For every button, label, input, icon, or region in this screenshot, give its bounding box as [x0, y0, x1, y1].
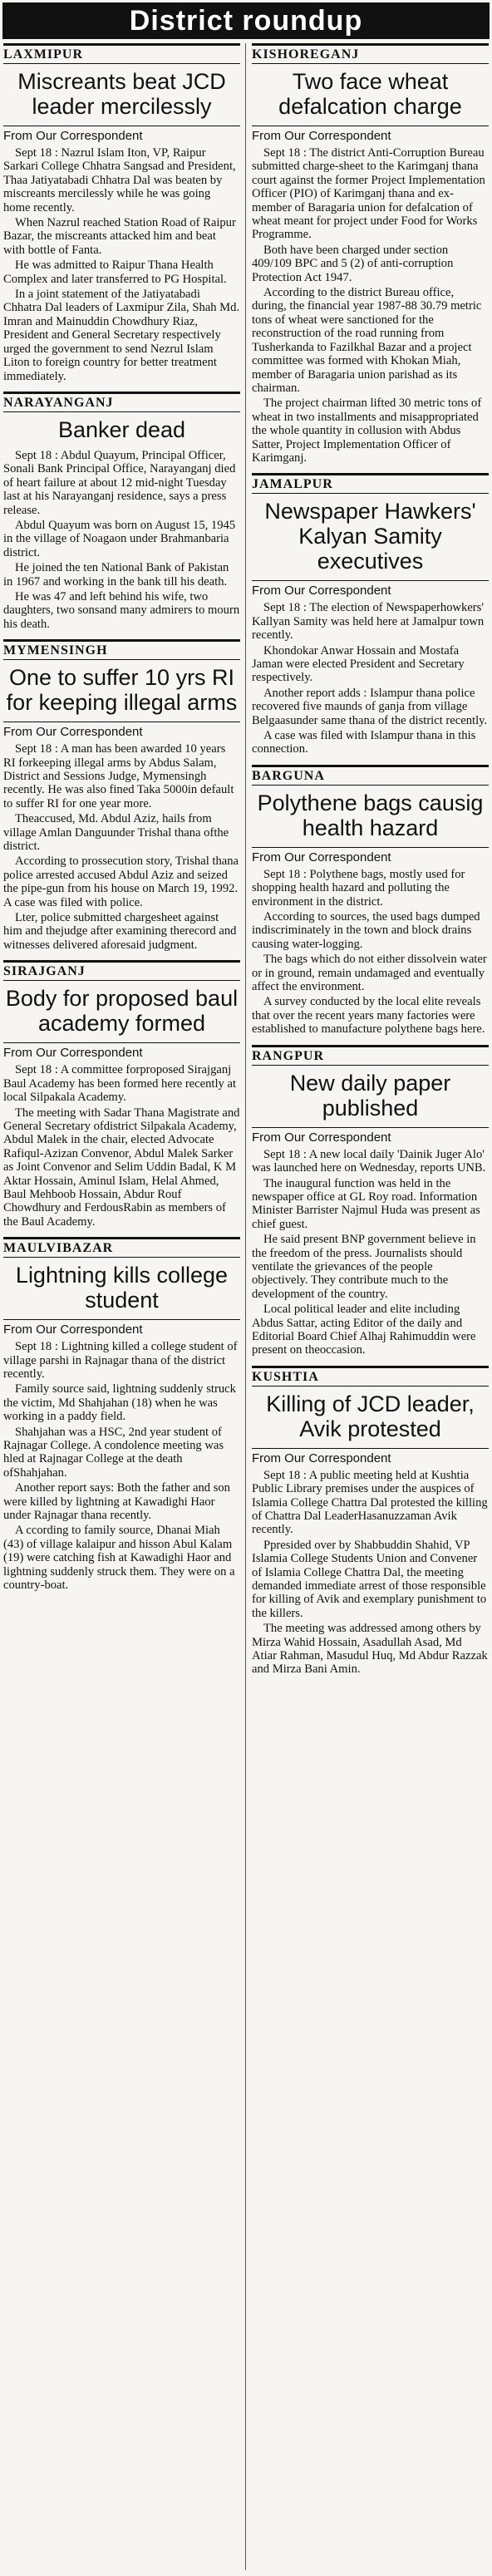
- story-location: JAMALPUR: [252, 473, 489, 494]
- left-column: [3, 43, 240, 1600]
- story-paragraph: Sept 18 : A man has been awarded 10 years RI forkeeping illegal arms by Abdus Salam, District and Sessions Judge, Mymensingh recently. He was also fined Taka 5000in default to suffer RI for one year more.: [3, 742, 234, 810]
- story-paragraph: Shahjahan was a HSC, 2nd year student of Rajnagar College. A condolence meeting was hled at Rajnagar College at the death ofShahjahan.: [3, 1425, 224, 1480]
- story-paragraph: Another report adds : Islampur thana police recovered five maunds of ganja from village Belgaasunder same thana of the district recently.: [252, 686, 488, 727]
- story-paragraph: According to prossecution story, Trishal thana police arrested accused Abdul Aziz and seized the pipe-gun from his house on March 19, 1992. A case was filed with police.: [3, 855, 239, 909]
- story-location: KUSHTIA: [252, 1366, 489, 1387]
- news-story: [252, 765, 489, 1037]
- news-story: [3, 639, 240, 952]
- story-paragraph: Abdul Quayum was born on August 15, 1945 in the village of Noagaon under Brahmanbaria district.: [3, 518, 236, 559]
- story-paragraph: Sept 18 : A new local daily 'Dainik Juger Alo' was launched here on Wednesday, reports UNB.: [252, 1147, 486, 1175]
- news-story: [252, 1045, 489, 1357]
- story-paragraph: According to sources, the used bags dumped indiscriminately in the town and block drains causing water-logging.: [252, 910, 480, 951]
- story-paragraph: He said present BNP government believe in the freedom of the press. Journalists should ventilate the grievances of the people objectively. They contribute much to the development of the country.: [252, 1233, 476, 1301]
- story-paragraph: He was 47 and left behind his wife, two daughters, two sonsand many admirers to mourn his death.: [3, 589, 240, 631]
- story-byline: From Our Correspondent: [252, 1448, 489, 1465]
- story-paragraph: The meeting with Sadar Thana Magistrate and General Secretary ofdistrict Silpakala Academy, Abdul Malek in the chair, elected Advocate Rafiqul-Azizan Convenor, Abdul Malek Sarker as Joint Convenor and Selim Uddin Badal, K M Aktar Hossain, Aminul Islam, Helal Ahmed, Baul Mehboob Hossain, Abdur Rouf Chowdhury and FerdousRabin as members of the Baul Academy.: [3, 1106, 240, 1229]
- story-location: MAULVIBAZAR: [3, 1237, 240, 1258]
- story-byline: From Our Correspondent: [252, 126, 489, 143]
- story-paragraph: Khondokar Anwar Hossain and Mostafa Jaman were elected President and Secretary respectively.: [252, 643, 465, 685]
- story-paragraph: The meeting was addressed among others by Mirza Wahid Hossain, Asadullah Asad, Md Atiar Rahman, Masudul Huq, Md Abdur Razzak and Mirza Bani Amin.: [252, 1622, 488, 1677]
- story-location: SIRAJGANJ: [3, 960, 240, 981]
- story-location: MYMENSINGH: [3, 639, 240, 660]
- column-divider: [245, 43, 246, 2570]
- story-location: NARAYANGANJ: [3, 392, 240, 412]
- story-byline: From Our Correspondent: [252, 580, 489, 598]
- story-location: RANGPUR: [252, 1045, 489, 1066]
- news-story: [3, 960, 240, 1229]
- story-paragraph: Local political leader and elite including Abdus Sattar, acting Editor of the daily and Editorial Board Chief Alhaj Rahimuddin were present on theoccasion.: [252, 1303, 476, 1357]
- story-headline: Banker dead: [57, 416, 186, 442]
- story-headline: Polythene bags causig health hazard: [257, 790, 484, 840]
- story-paragraph: Sept 18 : Nazrul Islam Iton, VP, Raipur Sarkari College Chhatra Sangsad and President, Thaa Jatiyatabadi Chhatra Dal was beaten by miscreants mercilessly while he was going home recently.: [3, 146, 236, 214]
- story-paragraph: Sept 18 : The election of Newspaperhowkers' Kallyan Samity was held here at Jamalpur town recently.: [252, 601, 485, 643]
- story-paragraph: When Nazrul reached Station Road of Raipur Bazar, the miscreants attacked him and beat with bottle of Fanta.: [3, 216, 236, 257]
- story-headline: Two face wheat defalcation charge: [278, 69, 462, 119]
- story-paragraph: Sept 18 : A public meeting held at Kushtia Public Library premises under the auspices of Islamia College Chattra Dal protested the killing of Chattra Dal LeaderHasanuzzaman Avik recently.: [252, 1468, 488, 1537]
- story-paragraph: Another report says: Both the father and son were killed by lightning at Kawadighi Haor under Rajnagar thana recently.: [3, 1481, 230, 1523]
- story-paragraph: Ppresided over by Shabbuddin Shahid, VP Islamia College Students Union and Convener of Islamia College Chattra Dal, the meeting demanded immediate arrest of those responsible for killing of Avik and exemplary punishment to the killers.: [252, 1538, 487, 1620]
- story-paragraph: He joined the ten National Bank of Pakistan in 1967 and working in the bank till his death.: [3, 561, 229, 589]
- story-paragraph: He was admitted to Raipur Thana Health Complex and later transferred to PG Hospital.: [3, 259, 227, 286]
- story-byline: From Our Correspondent: [3, 1042, 240, 1060]
- story-paragraph: A case was filed with Islampur thana in this connection.: [252, 729, 476, 756]
- story-paragraph: In a joint statement of the Jatiyatabadi Chhatra Dal leaders of Laxmipur Zila, Shah Md. Imran and Mainuddin Chowdhury Riaz, President and General Secretary respectively urged the government to send Nezrul Islam Liton to foreign country for better treatment immediately.: [3, 288, 240, 383]
- news-story: [3, 43, 240, 383]
- story-paragraph: The inaugural function was held in the newspaper office at GL Roy road. Information Minister Barrister Najmul Huda was present as chief guest.: [252, 1176, 480, 1231]
- news-story: [3, 392, 240, 631]
- story-byline: From Our Correspondent: [252, 847, 489, 864]
- story-paragraph: A ccording to family source, Dhanai Miah (43) of village kalaipur and hisson Abul Kalam (19) were catching fish at Kawadighi Haor and lightning suddenly struck them. They were on a country-boat.: [3, 1524, 235, 1593]
- news-story: [252, 473, 489, 756]
- story-paragraph: Lter, police submitted chargesheet against him and thejudge after examining therecord and witnesses delivered aforesaid judgment.: [3, 911, 237, 952]
- story-paragraph: The bags which do not either dissolvein water or in ground, remain undamaged and eventually affect the environment.: [252, 953, 487, 994]
- story-byline: From Our Correspondent: [3, 722, 240, 739]
- story-byline: From Our Correspondent: [3, 1319, 240, 1337]
- story-paragraph: According to the district Bureau office, during, the financial year 1987-88 30.79 metric tons of wheat were sanctioned for the reconstruction of the road running from Tusherkanda to Fazilkhal Bazar and a project committee was formed with Khokan Miah, member of Baragaria union parishad as its chairman.: [252, 286, 482, 395]
- story-headline: Lightning kills college student: [15, 1263, 229, 1313]
- story-headline: One to suffer 10 yrs RI for keeping illegal arms: [6, 665, 238, 716]
- story-paragraph: A survey conducted by the local elite reveals that over the recent years many factories were established to manufacture polythene bags here.: [252, 995, 485, 1037]
- story-paragraph: Sept 18 : The district Anti-Corruption Bureau submitted charge-sheet to the Karimganj thana court against the former Project Implementation Officer (PIO) of Karimganj thana and ex-member of Baragaria union for defalcation of wheat meant for project under Food for Works Programme.: [252, 146, 485, 242]
- story-headline: Newspaper Hawkers' Kalyan Samity executives: [264, 499, 476, 574]
- news-story: [252, 1366, 489, 1677]
- story-headline: Killing of JCD leader, Avik protested: [266, 1391, 475, 1441]
- story-paragraph: Sept 18 : A committee forproposed Sirajganj Baul Academy has been formed here recently at local Silpakala Academy.: [3, 1063, 236, 1105]
- news-story: [3, 1237, 240, 1592]
- story-paragraph: Both have been charged under section 409/109 BPC and 5 (2) of anti-corruption Protection Act 1947.: [252, 243, 454, 284]
- story-byline: From Our Correspondent: [3, 126, 240, 143]
- story-paragraph: The project chairman lifted 30 metric tons of wheat in two installments and misappropriated the whole quantity in collusion with Abdus Satter, Project Implementation Officer of Karimganj.: [252, 396, 482, 465]
- story-location: KISHOREGANJ: [252, 43, 489, 64]
- story-paragraph: Sept 18 : Abdul Quayum, Principal Officer, Sonali Bank Principal Office, Narayanganj died of heart failure at about 12 mid-night Tuesday last at his Narayanganj residence, says a press release.: [3, 448, 236, 517]
- news-story: [252, 43, 489, 465]
- story-location: BARGUNA: [252, 765, 489, 786]
- story-paragraph: Theaccused, Md. Abdul Aziz, hails from village Amlan Danguunder Trishal thana ofthe district.: [3, 812, 229, 854]
- story-headline: New daily paper published: [289, 1070, 451, 1121]
- story-paragraph: Family source said, lightning suddenly struck the victim, Md Shahjahan (18) when he was working in a paddy field.: [3, 1382, 236, 1424]
- story-byline: From Our Correspondent: [252, 1127, 489, 1145]
- story-location: LAXMIPUR: [3, 43, 240, 64]
- story-headline: Body for proposed baul academy formed: [5, 986, 239, 1037]
- section-banner: District roundup: [2, 2, 490, 39]
- story-paragraph: Sept 18 : Polythene bags, mostly used for shopping health hazard and polluting the environment in the district.: [252, 867, 465, 909]
- story-paragraph: Sept 18 : Lightning killed a college student of village parshi in Rajnagar thana of the district recently.: [3, 1340, 238, 1381]
- right-column: [252, 43, 489, 1685]
- story-headline: Miscreants beat JCD leader mercilessly: [17, 69, 226, 119]
